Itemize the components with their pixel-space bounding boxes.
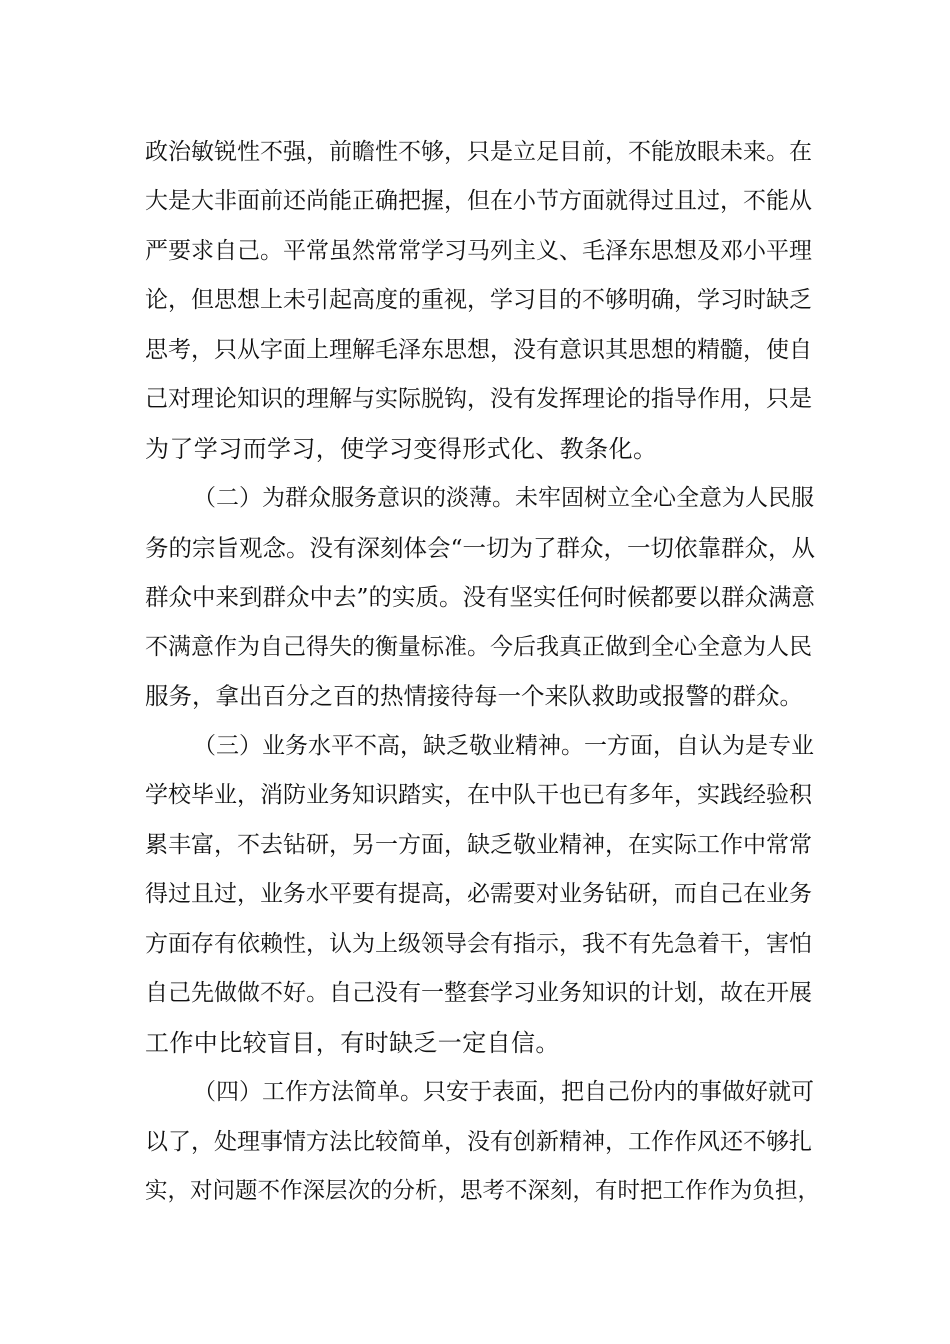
text-line: 自己先做做不好。自己没有一整套学习业务知识的计划，故在开展 [145,980,812,1006]
text-line: 务的宗旨观念。没有深刻体会“一切为了群众，一切依靠群众，从 [145,534,816,562]
text-line: 得过且过，业务水平要有提高，必需要对业务钻研，而自己在业务 [145,881,812,907]
text-line: 工作中比较盲目，有时缺乏一定自信。 [145,1029,560,1057]
text-line: 思考，只从字面上理解毛泽东思想，没有意识其思想的精髓，使自 [145,337,812,363]
text-line: 严要求自己。平常虽然常常学习马列主义、毛泽东思想及邓小平理 [145,238,812,264]
text-line: 学校毕业，消防业务知识踏实，在中队干也已有多年，实践经验积 [145,782,812,808]
text-line: （四）工作方法简单。只安于表面，把自己份内的事做好就可 [193,1079,814,1105]
text-line: 方面存有依赖性，认为上级领导会有指示，我不有先急着干，害怕 [145,931,812,957]
text-line: 实，对问题不作深层次的分析，思考不深刻，有时把工作作为负担， [145,1178,821,1204]
text-line: 以了，处理事情方法比较简单，没有创新精神，工作作风还不够扎 [145,1129,812,1155]
text-line: （二）为群众服务意识的淡薄。未牢固树立全心全意为人民服 [193,485,814,511]
text-line: 大是大非面前还尚能正确把握，但在小节方面就得过且过，不能从 [145,188,812,214]
text-line: 不满意作为自己得失的衡量标准。今后我真正做到全心全意为人民 [145,634,812,660]
text-line: 服务，拿出百分之百的热情接待每一个来队救助或报警的群众。 [145,682,803,710]
text-line: 政治敏锐性不强，前瞻性不够，只是立足目前，不能放眼未来。在 [145,139,812,165]
text-line: 己对理论知识的理解与实际脱钩，没有发挥理论的指导作用，只是 [145,386,812,412]
text-line: （三）业务水平不高，缺乏敬业精神。一方面，自认为是专业 [193,733,814,759]
text-line: 论，但思想上未引起高度的重视，学习目的不够明确，学习时缺乏 [145,287,812,313]
text-line: 为了学习而学习，使学习变得形式化、教条化。 [145,435,658,463]
text-line: 累丰富，不去钻研，另一方面，缺乏敬业精神，在实际工作中常常 [145,832,812,858]
text-line: 群众中来到群众中去”的实质。没有坚实任何时候都要以群众满意 [145,583,816,611]
